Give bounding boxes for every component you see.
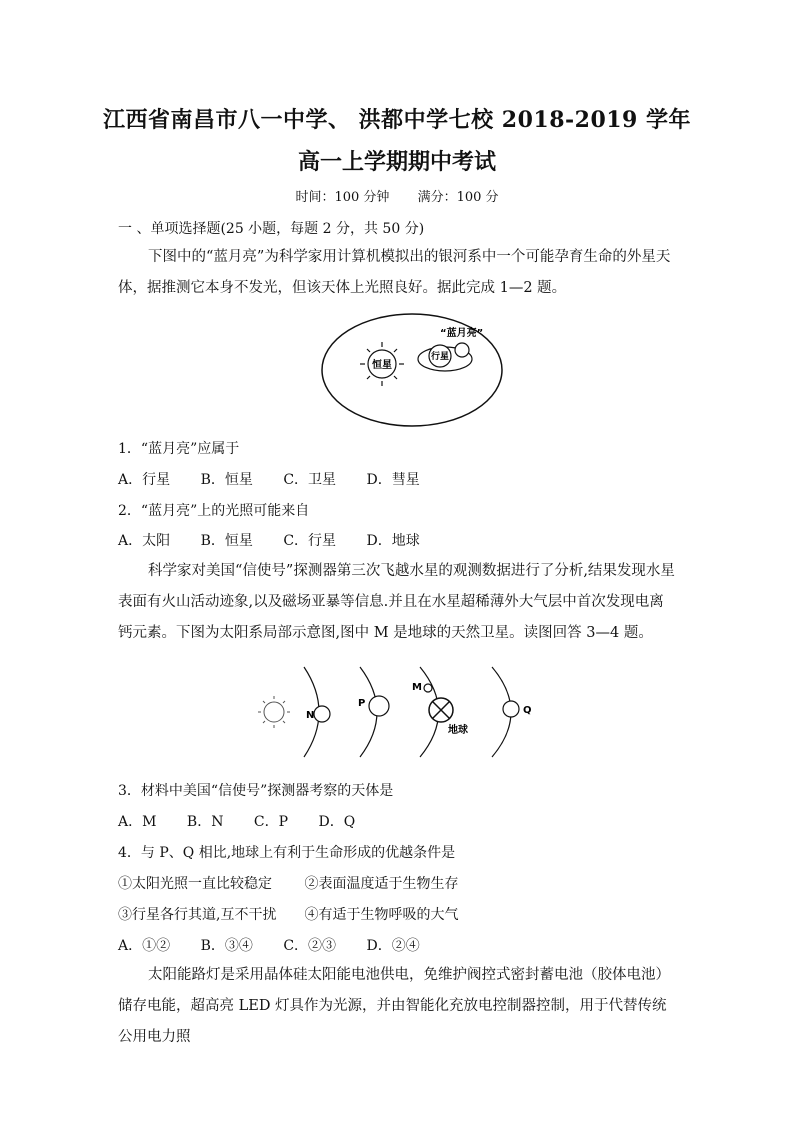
q3-stem: 3．材料中美国“信使号”探测器考察的天体是	[118, 783, 394, 799]
exam-title-line2: 高一上学期期中考试	[297, 149, 496, 175]
q1-options	[118, 469, 446, 489]
exam-title-line1: 江西省南昌市八一中学、 洪都中学七校 2018-2019 学年	[102, 107, 692, 133]
q4-option-b: B．③④	[200, 938, 253, 954]
q3-options	[118, 811, 381, 831]
figure-blue-moon	[312, 312, 512, 432]
q2-option-a: A．太阳	[118, 533, 171, 549]
q3-option-a: A．M	[118, 814, 157, 830]
q1-stem: 1．“蓝月亮”应属于	[118, 441, 240, 457]
planet-label: 行星	[430, 352, 450, 362]
q2-option-c: C．行星	[283, 533, 337, 549]
q2-option-b: B．恒星	[200, 533, 253, 549]
q4-option-c: C．②③	[283, 938, 337, 954]
q4-condition-1: ①太阳光照一直比较稳定	[118, 876, 272, 892]
label-earth: 地球	[448, 725, 468, 736]
q1-option-a: A．行星	[118, 472, 171, 488]
earth-icon	[429, 698, 453, 722]
moon-m-icon	[424, 684, 432, 692]
q4-condition-4: ④有适于生物呼吸的大气	[304, 907, 459, 923]
q2-options	[118, 530, 446, 550]
passage-1: 下图中的“蓝月亮”为科学家用计算机模拟出的银河系中一个可能孕育生命的外星天体，据推测它本身不发光，但该天体上光照良好。据此完成 1—2 题。	[118, 249, 671, 296]
label-m: M	[412, 682, 422, 693]
exam-time: 时间：100 分钟	[295, 190, 390, 205]
q1-option-c: C．卫星	[283, 472, 337, 488]
q3-option-c: C．P	[253, 814, 289, 830]
q4-condition-2: ②表面温度适于生物生存	[304, 876, 459, 892]
star-label: 恒星	[372, 360, 392, 371]
q4-option-d: D．②④	[366, 938, 420, 954]
q1-option-b: B．恒星	[200, 472, 253, 488]
blue-moon-icon	[455, 343, 469, 357]
label-p: P	[358, 698, 366, 709]
planet-n-icon	[314, 706, 330, 722]
passage-3: 太阳能路灯是采用晶体硅太阳能电池供电，免维护阀控式密封蓄电池（胶体电池）储存电能，超高亮 LED 灯具作为光源，并由智能化充放电控制器控制，用于代替传统公用电力照	[118, 967, 670, 1045]
q2-option-d: D．地球	[366, 533, 420, 549]
q4-options	[118, 935, 446, 955]
planet-p-icon	[369, 696, 389, 716]
q1-option-d: D．彗星	[366, 472, 420, 488]
label-q: Q	[523, 705, 532, 716]
planet-q-icon	[503, 701, 519, 717]
q3-option-b: B．N	[186, 814, 224, 830]
label-n: N	[306, 710, 315, 721]
passage-2: 科学家对美国“信使号”探测器第三次飞越水星的观测数据进行了分析,结果发现水星表面有火山活动迹象,以及磁场亚暴等信息.并且在水星超稀薄外大气层中首次发现电离钙元素。下图为太阳系局部示意图,图中 M 是地球的天然卫星。读图回答 3—4 题。	[118, 563, 675, 641]
q2-stem: 2．“蓝月亮”上的光照可能来自	[118, 503, 310, 519]
q4-stem: 4．与 P、Q 相比,地球上有利于生命形成的优越条件是	[118, 845, 456, 861]
figure-solar-system	[252, 662, 552, 762]
section-heading: 一 、单项选择题(25 小题，每题 2 分，共 50 分)	[118, 221, 425, 237]
exam-meta	[0, 186, 794, 205]
q4-conditions-row1	[118, 873, 458, 893]
q4-option-a: A．①②	[118, 938, 171, 954]
q4-condition-3: ③行星各行其道,互不干扰	[118, 907, 277, 923]
blue-moon-label: “蓝月亮”	[440, 328, 484, 339]
sun-icon	[258, 696, 290, 728]
exam-score: 满分：100 分	[417, 190, 499, 205]
q3-option-d: D．Q	[318, 814, 356, 830]
q4-conditions-row2	[118, 904, 458, 924]
